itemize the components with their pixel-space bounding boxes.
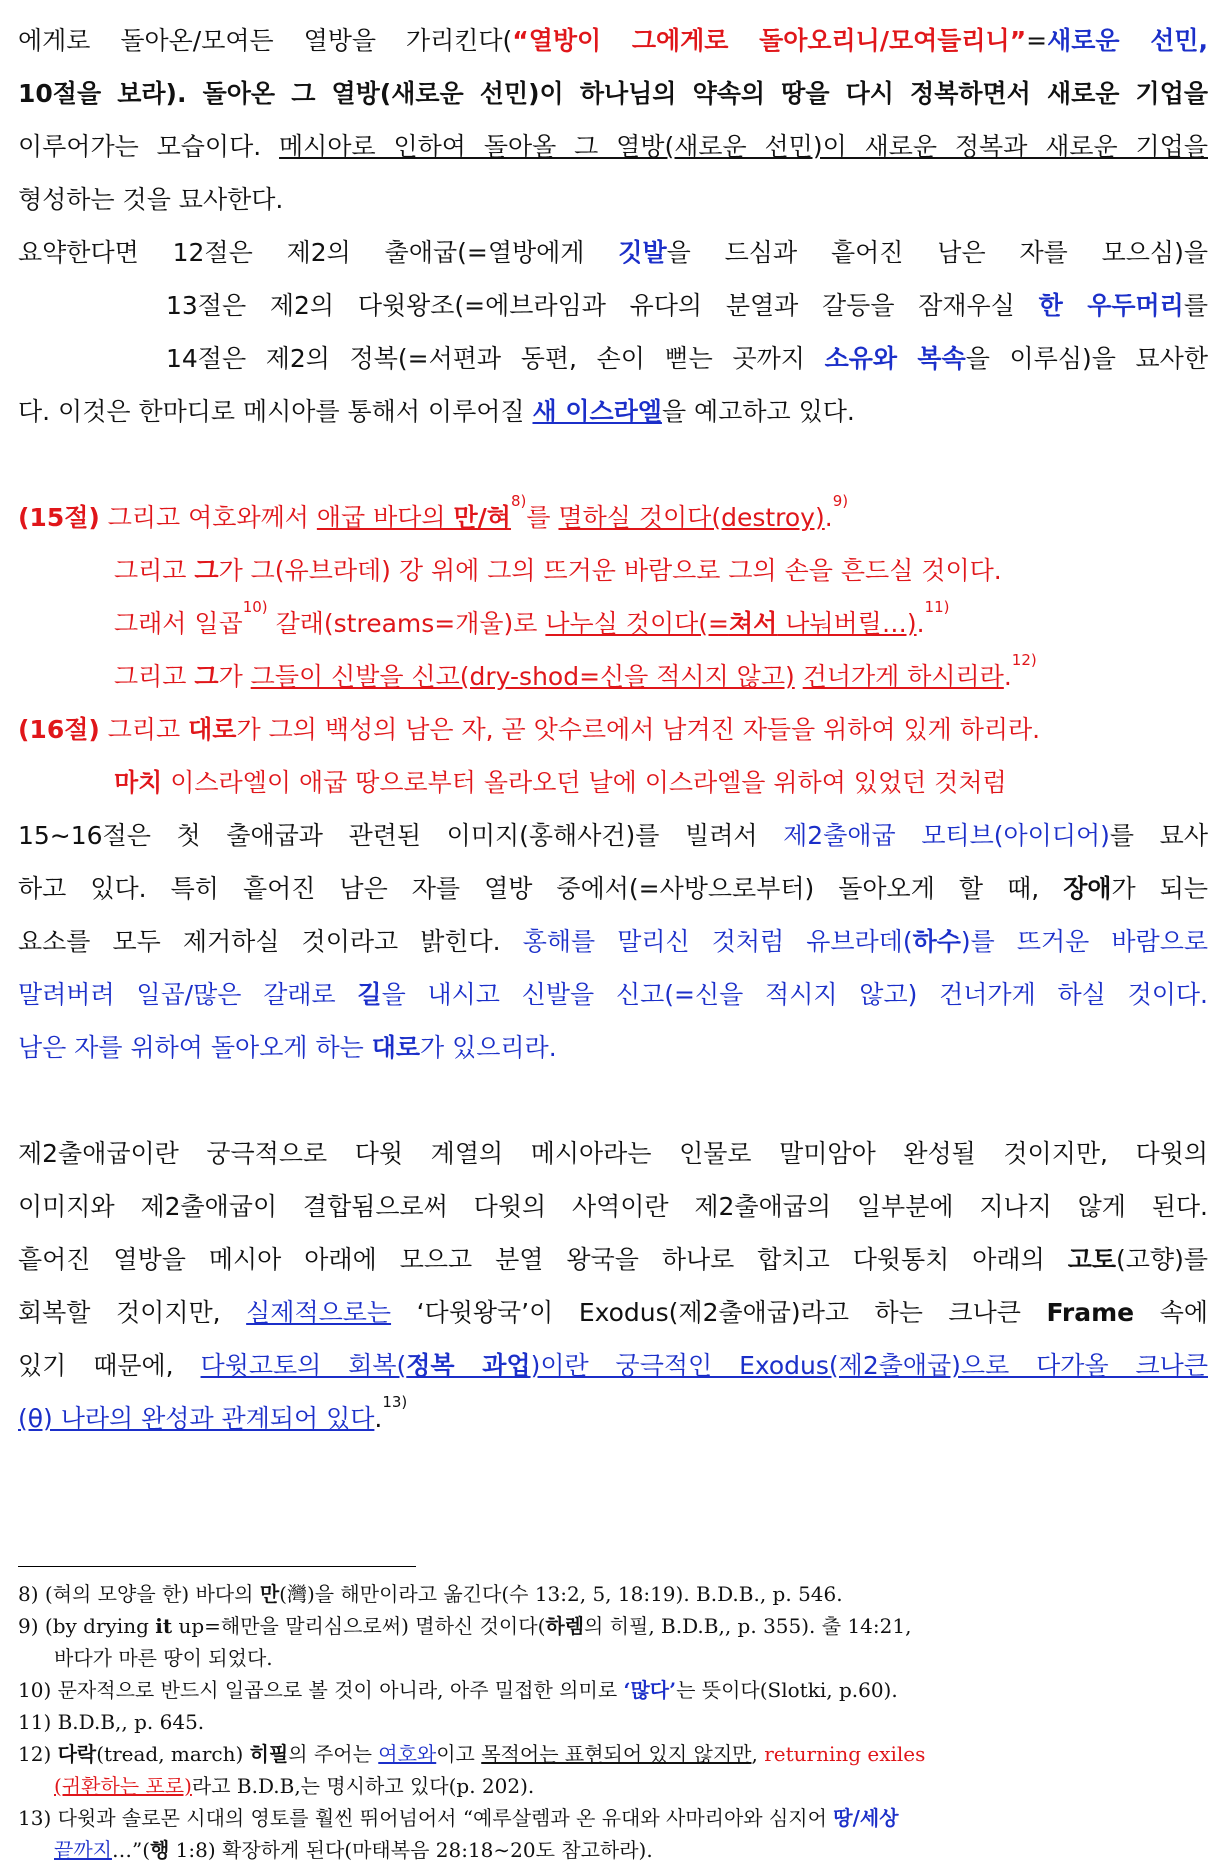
footnote-ref[interactable]: 11) bbox=[924, 598, 950, 616]
para3-line-3: 흩어진 열방을 메시아 아래에 모으고 분열 왕국을 하나로 합치고 다윗통치 아래의 고토(고향)를 bbox=[18, 1245, 1208, 1274]
verse15-line-3: 그래서 일곱$^{10)}$ 갈래(streams=개울)로 나누실 것이다(=쳐서 나눠버릴…).$^{11)}$ bbox=[114, 598, 950, 638]
explain-line-5: 남은 자를 위하여 돌아오게 하는 대로가 있으리라. bbox=[18, 1033, 557, 1062]
footnote-11: 11) B.D.B,, p. 645. bbox=[18, 1710, 205, 1734]
document-page bbox=[18, 14, 1208, 1445]
footnote-12-cont: (귀환하는 포로)라고 B.D.B,는 명시하고 있다(p. 202). bbox=[54, 1774, 535, 1798]
explain-line-1: 15∼16절은 첫 출애굽과 관련된 이미지(홍해사건)를 빌려서 제2출애굽 모티브(아이디어)를 묘사 bbox=[18, 821, 1208, 850]
footnote-ref[interactable]: 10) bbox=[242, 598, 268, 616]
body-line-7: 14절은 제2의 정복(=서편과 동편, 손이 뻗는 곳까지 소유와 복속을 이루심)을 묘사한 bbox=[166, 344, 1208, 373]
highlight-blue: 새로운 선민, bbox=[1047, 26, 1208, 55]
footnote-10: 10) 문자적으로 반드시 일곱으로 볼 것이 아니라, 아주 밀접한 의미로 ‘많다’는 뜻이다(Slotki, p.60). bbox=[18, 1678, 898, 1702]
para3-line-5: 있기 때문에, 다윗고토의 회복(정복 과업)이란 궁극적인 Exodus(제2출애굽)으로 다가올 크나큰 bbox=[18, 1351, 1208, 1380]
body-line-2: 10절을 보라). 돌아온 그 열방(새로운 선민)이 하나님의 약속의 땅을 다시 정복하면서 새로운 기업을 bbox=[18, 79, 1208, 108]
explain-line-3: 요소를 모두 제거하실 것이라고 밝힌다. 홍해를 말리신 것처럼 유브라데(하수)를 뜨거운 바람으로 bbox=[18, 927, 1208, 956]
verse15-line-2: 그리고 그가 그(유브라데) 강 위에 그의 뜨거운 바람으로 그의 손을 흔드실 것이다. bbox=[114, 556, 1002, 585]
footnote-ref[interactable]: 9) bbox=[832, 492, 849, 510]
quote-red: “열방이 그에게로 돌아오리니/모여들리니” bbox=[512, 26, 1027, 55]
body-line-4: 형성하는 것을 묘사한다. bbox=[18, 185, 284, 214]
footnote-9-cont: 바다가 마른 땅이 되었다. bbox=[54, 1646, 273, 1670]
body-line-5: 요약한다면 12절은 제2의 출애굽(=열방에게 깃발을 드심과 흩어진 남은 자를 모으심)을 bbox=[18, 238, 1208, 267]
verse-label: (15절) bbox=[18, 503, 100, 532]
verse15-line-1: (15절) 그리고 여호와께서 애굽 바다의 만/혀$^{8)}$를 멸하실 것이다(destroy).$^{9)}$ bbox=[18, 492, 849, 532]
para3-line-6: (θ) 나라의 완성과 관계되어 있다.$^{13)}$ bbox=[18, 1393, 408, 1433]
footnote-divider bbox=[18, 1566, 416, 1567]
body-line-3: 이루어가는 모습이다. 메시아로 인하여 돌아올 그 열방(새로운 선민)이 새로운 정복과 새로운 기업을 bbox=[18, 132, 1208, 161]
body-line-8: 다. 이것은 한마디로 메시아를 통해서 이루어질 새 이스라엘을 예고하고 있다. bbox=[18, 397, 855, 426]
footnote-ref[interactable]: 8) bbox=[510, 492, 527, 510]
footnote-13-cont: 끝까지…”(행 1:8) 확장하게 된다(마태복음 28:18∼20도 참고하라). bbox=[54, 1838, 653, 1862]
footnote-12: 12) 다락(tread, march) 히필의 주어는 여호와이고 목적어는 표현되어 있지 않지만, returning exiles bbox=[18, 1742, 926, 1766]
explain-line-4: 말려버려 일곱/많은 갈래로 길을 내시고 신발을 신고(=신을 적시지 않고) 건너가게 하실 것이다. bbox=[18, 980, 1208, 1009]
verse16-line-2: 마치 이스라엘이 애굽 땅으로부터 올라오던 날에 이스라엘을 위하여 있었던 것처럼 bbox=[114, 768, 1007, 797]
para3-line-4: 회복할 것이지만, 실제적으로는 ‘다윗왕국’이 Exodus(제2출애굽)라고 하는 크나큰 Frame 속에 bbox=[18, 1298, 1208, 1327]
para3-line-2: 이미지와 제2출애굽이 결합됨으로써 다윗의 사역이란 제2출애굽의 일부분에 지나지 않게 된다. bbox=[18, 1192, 1208, 1221]
explain-line-2: 하고 있다. 특히 흩어진 남은 자를 열방 중에서(=사방으로부터) 돌아오게 할 때, 장애가 되는 bbox=[18, 874, 1208, 903]
verse16-line-1: (16절) 그리고 대로가 그의 백성의 남은 자, 곧 앗수르에서 남겨진 자들을 위하여 있게 하리라. bbox=[18, 715, 1041, 744]
body-line-6: 13절은 제2의 다윗왕조(=에브라임과 유다의 분열과 갈등을 잠재우실 한 우두머리를 bbox=[166, 291, 1208, 320]
footnote-13: 13) 다윗과 솔로몬 시대의 영토를 훨씬 뛰어넘어서 “예루살렘과 온 유대와 사마리아와 심지어 땅/세상 bbox=[18, 1806, 899, 1830]
body-line-1: 에게로 돌아온/모여든 열방을 가리킨다(“열방이 그에게로 돌아오리니/모여들리니”=새로운 선민, bbox=[18, 26, 1208, 55]
footnote-9: 9) (by drying it up=해만을 말리심으로써) 멸하신 것이다(하렘의 히필, B.D.B,, p. 355). 출 14:21, bbox=[18, 1614, 912, 1638]
underlined-text: 메시아로 인하여 돌아올 그 열방(새로운 선민)이 새로운 정복과 새로운 기업을 bbox=[279, 132, 1208, 161]
verse15-line-4: 그리고 그가 그들이 신발을 신고(dry-shod=신을 적시지 않고) 건너가게 하시리라.$^{12)}$ bbox=[114, 651, 1037, 691]
footnotes bbox=[18, 1578, 1208, 1866]
para3-line-1: 제2출애굽이란 궁극적으로 다윗 계열의 메시아라는 인물로 말미암아 완성될 것이지만, 다윗의 bbox=[18, 1139, 1208, 1168]
verse-label: (16절) bbox=[18, 715, 100, 744]
footnote-ref[interactable]: 12) bbox=[1011, 651, 1037, 669]
footnote-ref[interactable]: 13) bbox=[382, 1393, 408, 1411]
footnote-8: 8) (혀의 모양을 한) 바다의 만(灣)을 해만이라고 옮긴다(수 13:2, 5, 18:19). B.D.B., p. 546. bbox=[18, 1582, 843, 1606]
